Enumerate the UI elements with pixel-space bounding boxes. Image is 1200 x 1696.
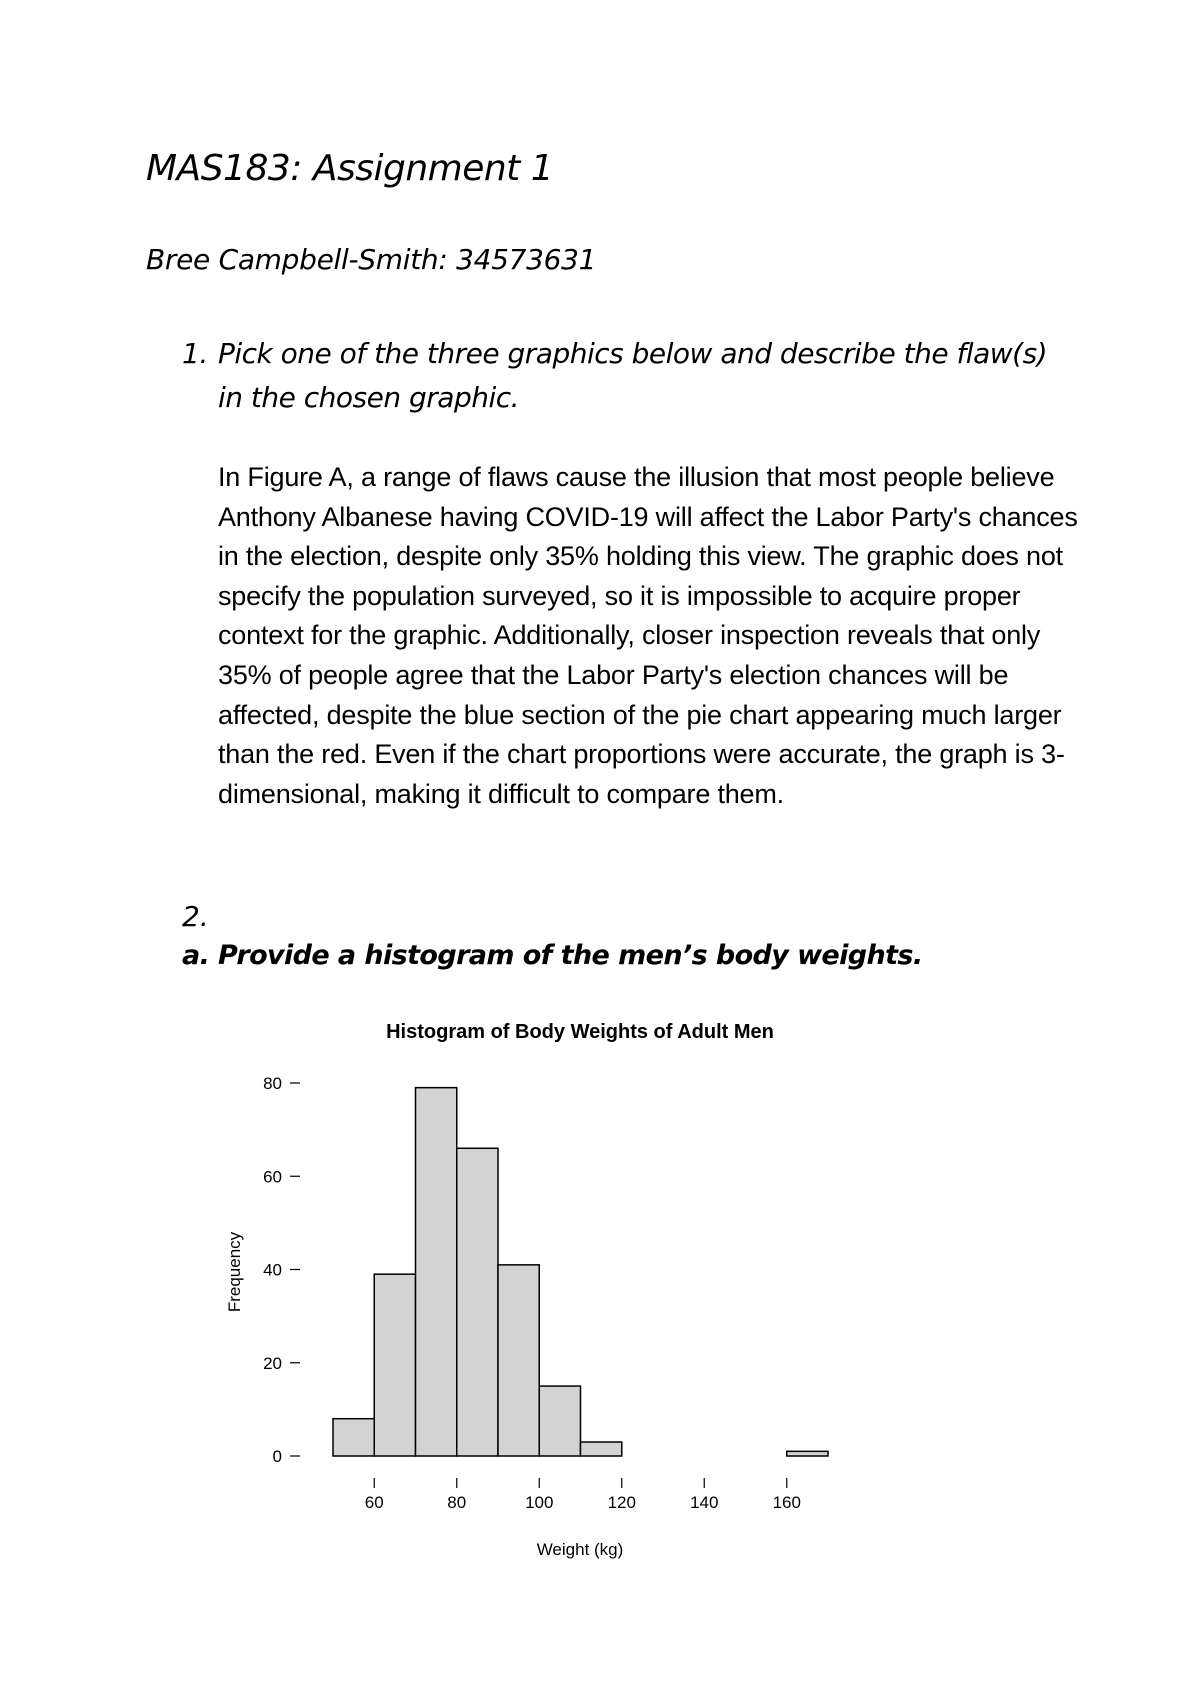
question-2a-label: a. bbox=[182, 940, 210, 971]
y-tick-label-0: 0 bbox=[272, 1447, 282, 1466]
histogram-bars bbox=[333, 1088, 828, 1456]
histogram-bar-110-120 bbox=[581, 1442, 622, 1456]
histogram-chart bbox=[200, 1000, 860, 1570]
x-axis-label: Weight (kg) bbox=[536, 1540, 624, 1559]
question-1-number: 1. bbox=[182, 337, 208, 370]
x-tick-label-80: 80 bbox=[447, 1493, 467, 1512]
x-axis bbox=[365, 1478, 801, 1512]
histogram-bar-60-70 bbox=[374, 1274, 415, 1456]
histogram-svg bbox=[200, 1000, 860, 1570]
x-tick-label-120: 120 bbox=[607, 1493, 636, 1512]
y-tick-label-60: 60 bbox=[263, 1167, 282, 1187]
histogram-bar-160-170 bbox=[787, 1451, 828, 1456]
y-tick-label-80: 80 bbox=[263, 1074, 282, 1093]
histogram-bar-80-90 bbox=[457, 1148, 498, 1456]
document-title: MAS183: Assignment 1 bbox=[146, 148, 554, 189]
x-tick-label-100: 100 bbox=[525, 1493, 554, 1512]
histogram-bar-100-110 bbox=[539, 1386, 580, 1456]
question-1-text: Pick one of the three graphics below and describe the flaw(s) in the chosen graphic. bbox=[218, 337, 1048, 414]
y-tick-label-20: 20 bbox=[263, 1353, 282, 1373]
question-2a-prompt bbox=[182, 940, 923, 971]
histogram-bar-50-60 bbox=[333, 1419, 374, 1456]
histogram-bar-90-100 bbox=[498, 1265, 539, 1456]
x-tick-label-140: 140 bbox=[690, 1493, 719, 1512]
question-1-answer: In Figure A, a range of flaws cause the illusion that most people believe Anthony Albanese having COVID-19 will affect the Labor Party's chances in the election, despite only 35% holding this view. The graphic does not specify the population surveyed, so it is impossible to acquire proper context for the graphic. Additionally, closer inspection reveals that only 35% of people agree that the Labor Party's election chances will be affected, despite the blue section of the pie chart appearing much larger than the red. Even if the chart proportions were accurate, the graph is 3-dimensional, making it difficult to compare them. bbox=[218, 462, 1078, 809]
y-tick-label-40: 40 bbox=[263, 1260, 282, 1280]
question-2a-text: Provide a histogram of the men’s body weights. bbox=[218, 940, 923, 971]
y-axis-label: Frequency bbox=[225, 1231, 244, 1313]
author-line: Bree Campbell-Smith: 34573631 bbox=[146, 243, 597, 276]
histogram-bar-70-80 bbox=[416, 1088, 457, 1456]
chart-title: Histogram of Body Weights of Adult Men bbox=[386, 1021, 774, 1043]
x-tick-label-60: 60 bbox=[364, 1493, 384, 1512]
y-axis bbox=[263, 1074, 300, 1466]
x-tick-label-160: 160 bbox=[772, 1493, 801, 1512]
question-2-number: 2. bbox=[182, 900, 209, 933]
